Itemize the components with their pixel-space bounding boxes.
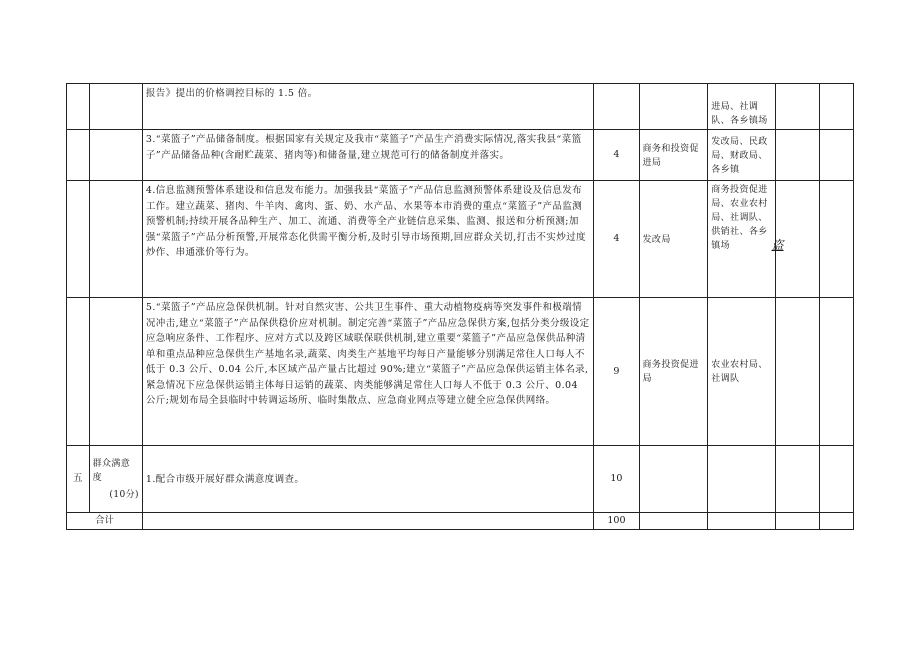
content-cell: 3.“菜篮子”产品储备制度。根据国家有关规定及我市“菜篮子”产品生产消费实际情况,落实我县“菜篮子”产品储备品种(含耐贮蔬菜、猪肉等)和储备量,建立规范可行的储备制度并落实。 [142,130,593,181]
assist-unit-cell: 进局、社调队、各乡镇场 [708,84,776,130]
content-cell: 4.信息监测预警体系建设和信息发布能力。加强我县“菜篮子”产品信息监测预警体系建设及信息发布工作。建立蔬菜、猪肉、牛羊肉、禽肉、蛋、奶、水产品、水果等本市消费的重点“菜篮子”产品监测预警机制;持续开展各品种生产、加工、流通、消费等全产业链信息采集、监测、报送和分析预测;加强“菜篮子”产品分析预警,开展常态化供需平衡分析,及时引导市场预期,回应群众关切,打击不实炒过度炒作、串通涨价等行为。 [142,181,593,298]
score-cell: 9 [594,298,639,446]
lead-unit-cell: 发改局 [639,181,708,298]
table-row [67,84,854,130]
content-cell: 报告》提出的价格调控目标的 1.5 倍。 [142,84,593,130]
table-row [67,130,854,181]
lead-unit-cell: 商务和投资促进局 [639,130,708,181]
lead-unit-cell: 商务投资促进局 [639,298,708,446]
content-cell: 1.配合市级开展好群众满意度调查。 [142,446,593,513]
lead-unit-cell [639,446,708,513]
total-score: 100 [594,513,639,530]
table-row [67,446,854,513]
total-row [67,513,854,530]
category-cell [89,84,142,130]
handwritten-mark: 盗 [771,237,784,252]
assist-unit-cell [708,446,776,513]
assist-unit-cell: 农业农村局、社调队 [708,298,776,446]
total-label: 合计 [67,513,143,530]
number-cell [67,84,90,130]
table-row [67,298,854,446]
score-cell: 4 [594,130,639,181]
score-cell: 10 [594,446,639,513]
assist-unit-cell: 商务投资促进局、农业农村局、社调队、供销社、各乡镇场 [708,181,776,298]
table-row [67,181,854,298]
score-cell: 4 [594,181,639,298]
evaluation-table [66,83,854,530]
section-number: 五 [67,446,90,513]
assist-unit-cell: 发改局、民政局、财政局、各乡镇 盗 [708,130,776,181]
lead-unit-cell [639,84,708,130]
content-cell: 5.“菜篮子”产品应急保供机制。针对自然灾害、公共卫生事件、重大动植物疫病等突发事件和极端情况冲击,建立“菜篮子”产品保供稳价应对机制。制定完善“菜篮子”产品应急保供方案,包括分类分级设定应急响应条件、工作程序、应对方式以及跨区域联保联供机制,建立重要“菜篮子”产品应急保供品种清单和重点品种应急保供生产基地名录,蔬菜、肉类生产基地平均每日产量能够分别满足常住人口每人不低于 0.3 公斤、0.04 公斤,本区域产品产量占比超过 90%;建立“菜篮子”产品应急保供运销主体名录,紧急情况下应急保供运销主体每日运销的蔬菜、肉类能够满足常住人口每人不低于 0.3 公斤、0.04 公斤;规划布局全县临时中转调运场所、临时集散点、应急商业网点等建立健全应急保供网络。 [142,298,593,446]
score-cell [594,84,639,130]
category-cell: 群众满意度 (10分) [89,446,142,513]
